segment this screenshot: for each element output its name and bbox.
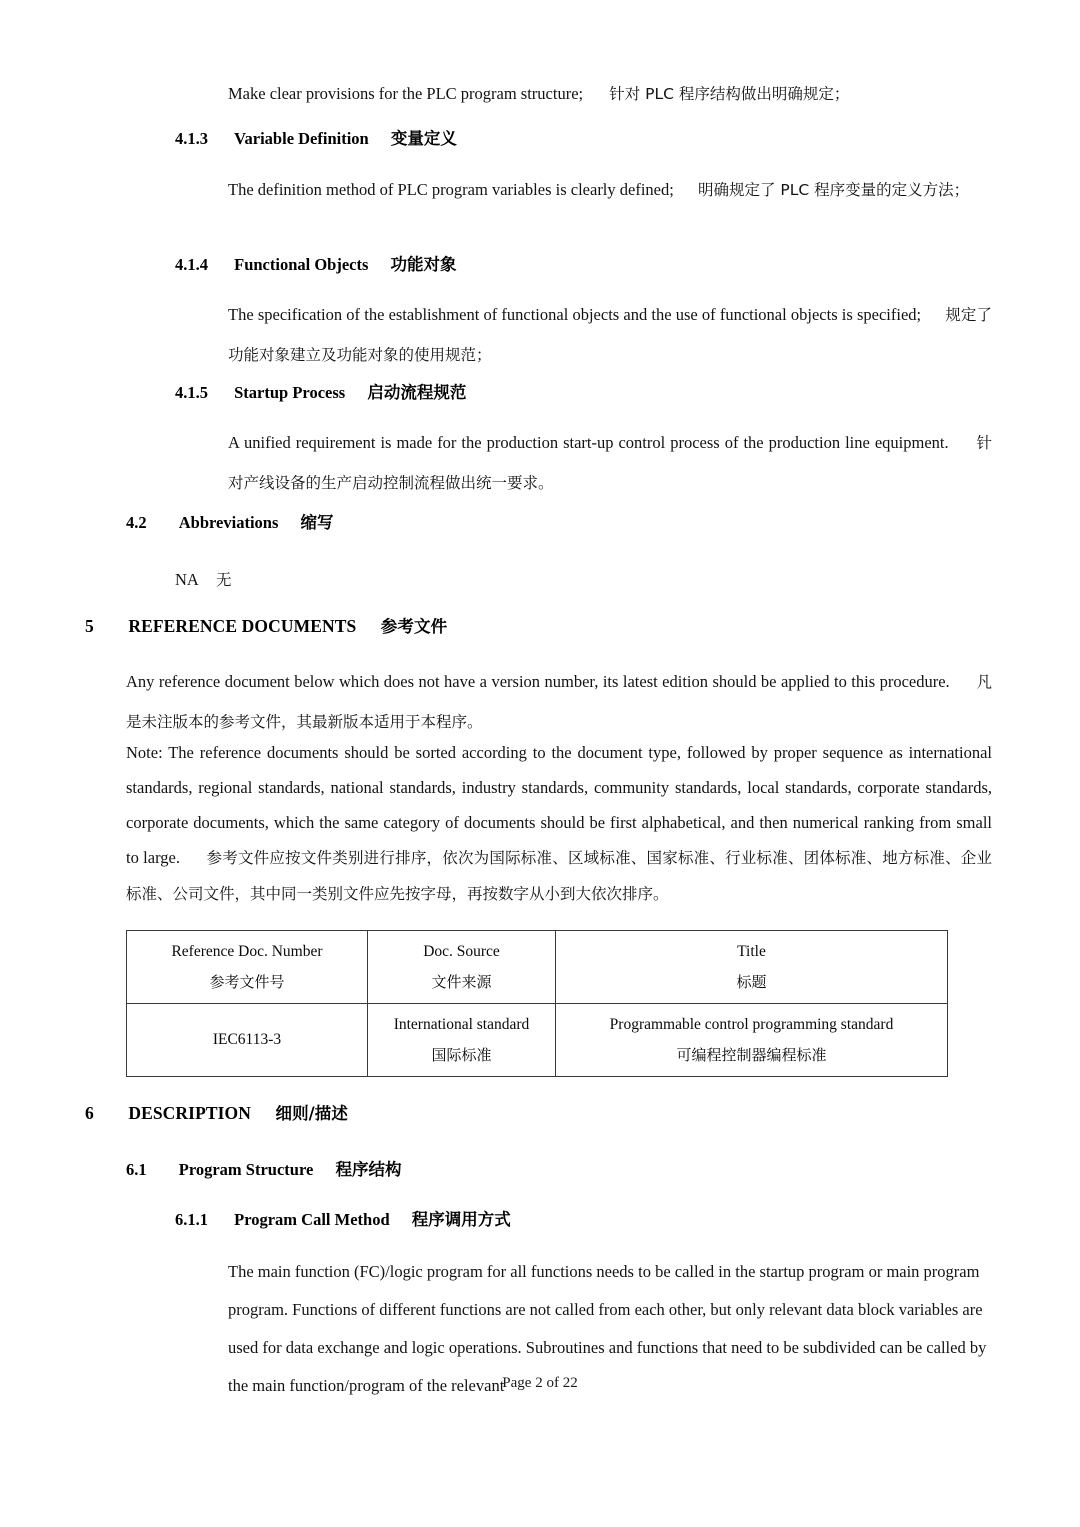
heading-6-1 [126,1155,1026,1185]
intro-paragraph-chinese: 针对 PLC 程序结构做出明确规定； [609,85,850,103]
row-title-en: Programmable control programming standard [609,1016,894,1033]
heading-4-1-3-title-en: Variable Definition [234,129,369,148]
heading-5-title-en: REFERENCE DOCUMENTS [128,616,357,636]
heading-4-2-title-en: Abbreviations [178,513,279,532]
heading-5-number: 5 [85,616,94,636]
header-title-en: Title [737,943,766,960]
heading-6 [85,1098,985,1129]
header-doc-number-en: Reference Doc. Number [171,943,323,960]
body-4-2-english: NA [175,570,198,589]
body-4-1-3-chinese: 明确规定了 PLC 程序变量的定义方法； [697,181,970,199]
heading-4-1-3-title-cn: 变量定义 [390,129,457,148]
heading-4-1-4-number: 4.1.4 [175,255,208,274]
heading-6-1-1 [175,1205,1075,1235]
body-4-1-4-chinese: 规定了功能对象建立及功能对象的使用规范； [228,306,992,364]
row-title-cn: 可编程控制器编程标准 [676,1046,827,1064]
heading-4-1-4-title-en: Functional Objects [234,255,369,274]
table-header-row [127,931,948,1004]
table-cell-doc-source [368,1004,556,1077]
heading-6-1-number: 6.1 [126,1160,147,1179]
reference-note-english: Note: The reference documents should be sorted according to the document type, followed by proper sequence as international standards, regional standards, national standards, industry standards, community standards, local standards, corporate standards, corporate documents, which the same category of documents should be first alphabetical, and then numerical ranking from small to large. [126,743,992,867]
reference-intro-english: Any reference document below which does not have a version number, its latest edition should be applied to this procedure. [126,672,950,691]
heading-4-1-3-number: 4.1.3 [175,129,208,148]
table-row [127,1004,948,1077]
heading-4-2 [126,508,926,538]
heading-6-1-1-number: 6.1.1 [175,1210,208,1229]
intro-paragraph-english: Make clear provisions for the PLC program structure; [228,84,584,103]
reference-documents-table [126,930,948,1077]
heading-6-1-1-title-en: Program Call Method [234,1210,390,1229]
heading-6-number: 6 [85,1103,94,1123]
row-doc-number: IEC6113-3 [212,1031,282,1048]
reference-intro-chinese: 凡是未注版本的参考文件，其最新版本适用于本程序。 [126,673,992,731]
intro-continuation-paragraph [228,74,992,114]
body-4-1-4 [228,295,992,375]
table-cell-doc-number [127,1004,368,1077]
heading-4-1-5-number: 4.1.5 [175,383,208,402]
body-4-1-5 [228,423,992,503]
heading-6-1-title-en: Program Structure [178,1160,314,1179]
heading-4-1-4-title-cn: 功能对象 [390,255,457,274]
heading-6-1-title-cn: 程序结构 [335,1160,402,1179]
heading-4-2-number: 4.2 [126,513,147,532]
heading-6-title-cn: 细则/描述 [275,1104,349,1123]
page-footer [0,1375,1080,1392]
row-doc-source-en: International standard [393,1016,530,1033]
heading-4-1-3 [175,124,975,154]
reference-intro-paragraph [126,662,992,742]
table-cell-title [556,1004,948,1077]
header-doc-source-en: Doc. Source [423,943,500,960]
body-4-1-5-chinese: 针对产线设备的生产启动控制流程做出统一要求。 [228,434,992,492]
header-doc-source-cn: 文件来源 [431,973,492,991]
row-doc-source-cn: 国际标准 [431,1046,492,1064]
table-header-cell-doc-source [368,931,556,1004]
body-4-1-4-english: The specification of the establishment of functional objects and the use of functional objects is specified; [228,305,922,324]
header-doc-number-cn: 参考文件号 [209,973,285,991]
heading-4-1-5 [175,378,975,408]
body-4-1-5-english: A unified requirement is made for the production start-up control process of the production line equipment. [228,433,949,452]
body-4-2-chinese: 无 [216,571,232,589]
table-header-cell-title [556,931,948,1004]
heading-5-title-cn: 参考文件 [380,617,448,636]
body-6-1-1: The main function (FC)/logic program for all functions needs to be called in the startup program or main program program. Functions of different functions are not called from each other, but only relevant data block variables are used for data exchange and logic operations. Subroutines and functions that need to be subdivided can be called by the main function/program of the relevant [228,1262,987,1395]
heading-4-2-title-cn: 缩写 [300,513,334,532]
header-title-cn: 标题 [736,973,767,991]
reference-note-chinese: 参考文件应按文件类别进行排序，依次为国际标准、区域标准、国家标准、行业标准、团体标准、地方标准、企业标准、公司文件，其中同一类别文件应先按字母，再按数字从小到大依次排序。 [126,849,992,903]
reference-note-paragraph [126,735,992,912]
heading-4-1-5-title-cn: 启动流程规范 [367,383,467,402]
heading-5 [85,611,985,642]
heading-4-1-4 [175,250,975,280]
heading-6-1-1-title-cn: 程序调用方式 [411,1210,511,1229]
body-4-1-3-english: The definition method of PLC program variables is clearly defined; [228,180,674,199]
body-4-2 [175,560,675,600]
page-number-label: Page 2 of 22 [502,1375,578,1391]
table-header-cell-doc-number [127,931,368,1004]
body-4-1-3 [228,170,992,210]
heading-6-title-en: DESCRIPTION [128,1103,251,1123]
heading-4-1-5-title-en: Startup Process [234,383,346,402]
